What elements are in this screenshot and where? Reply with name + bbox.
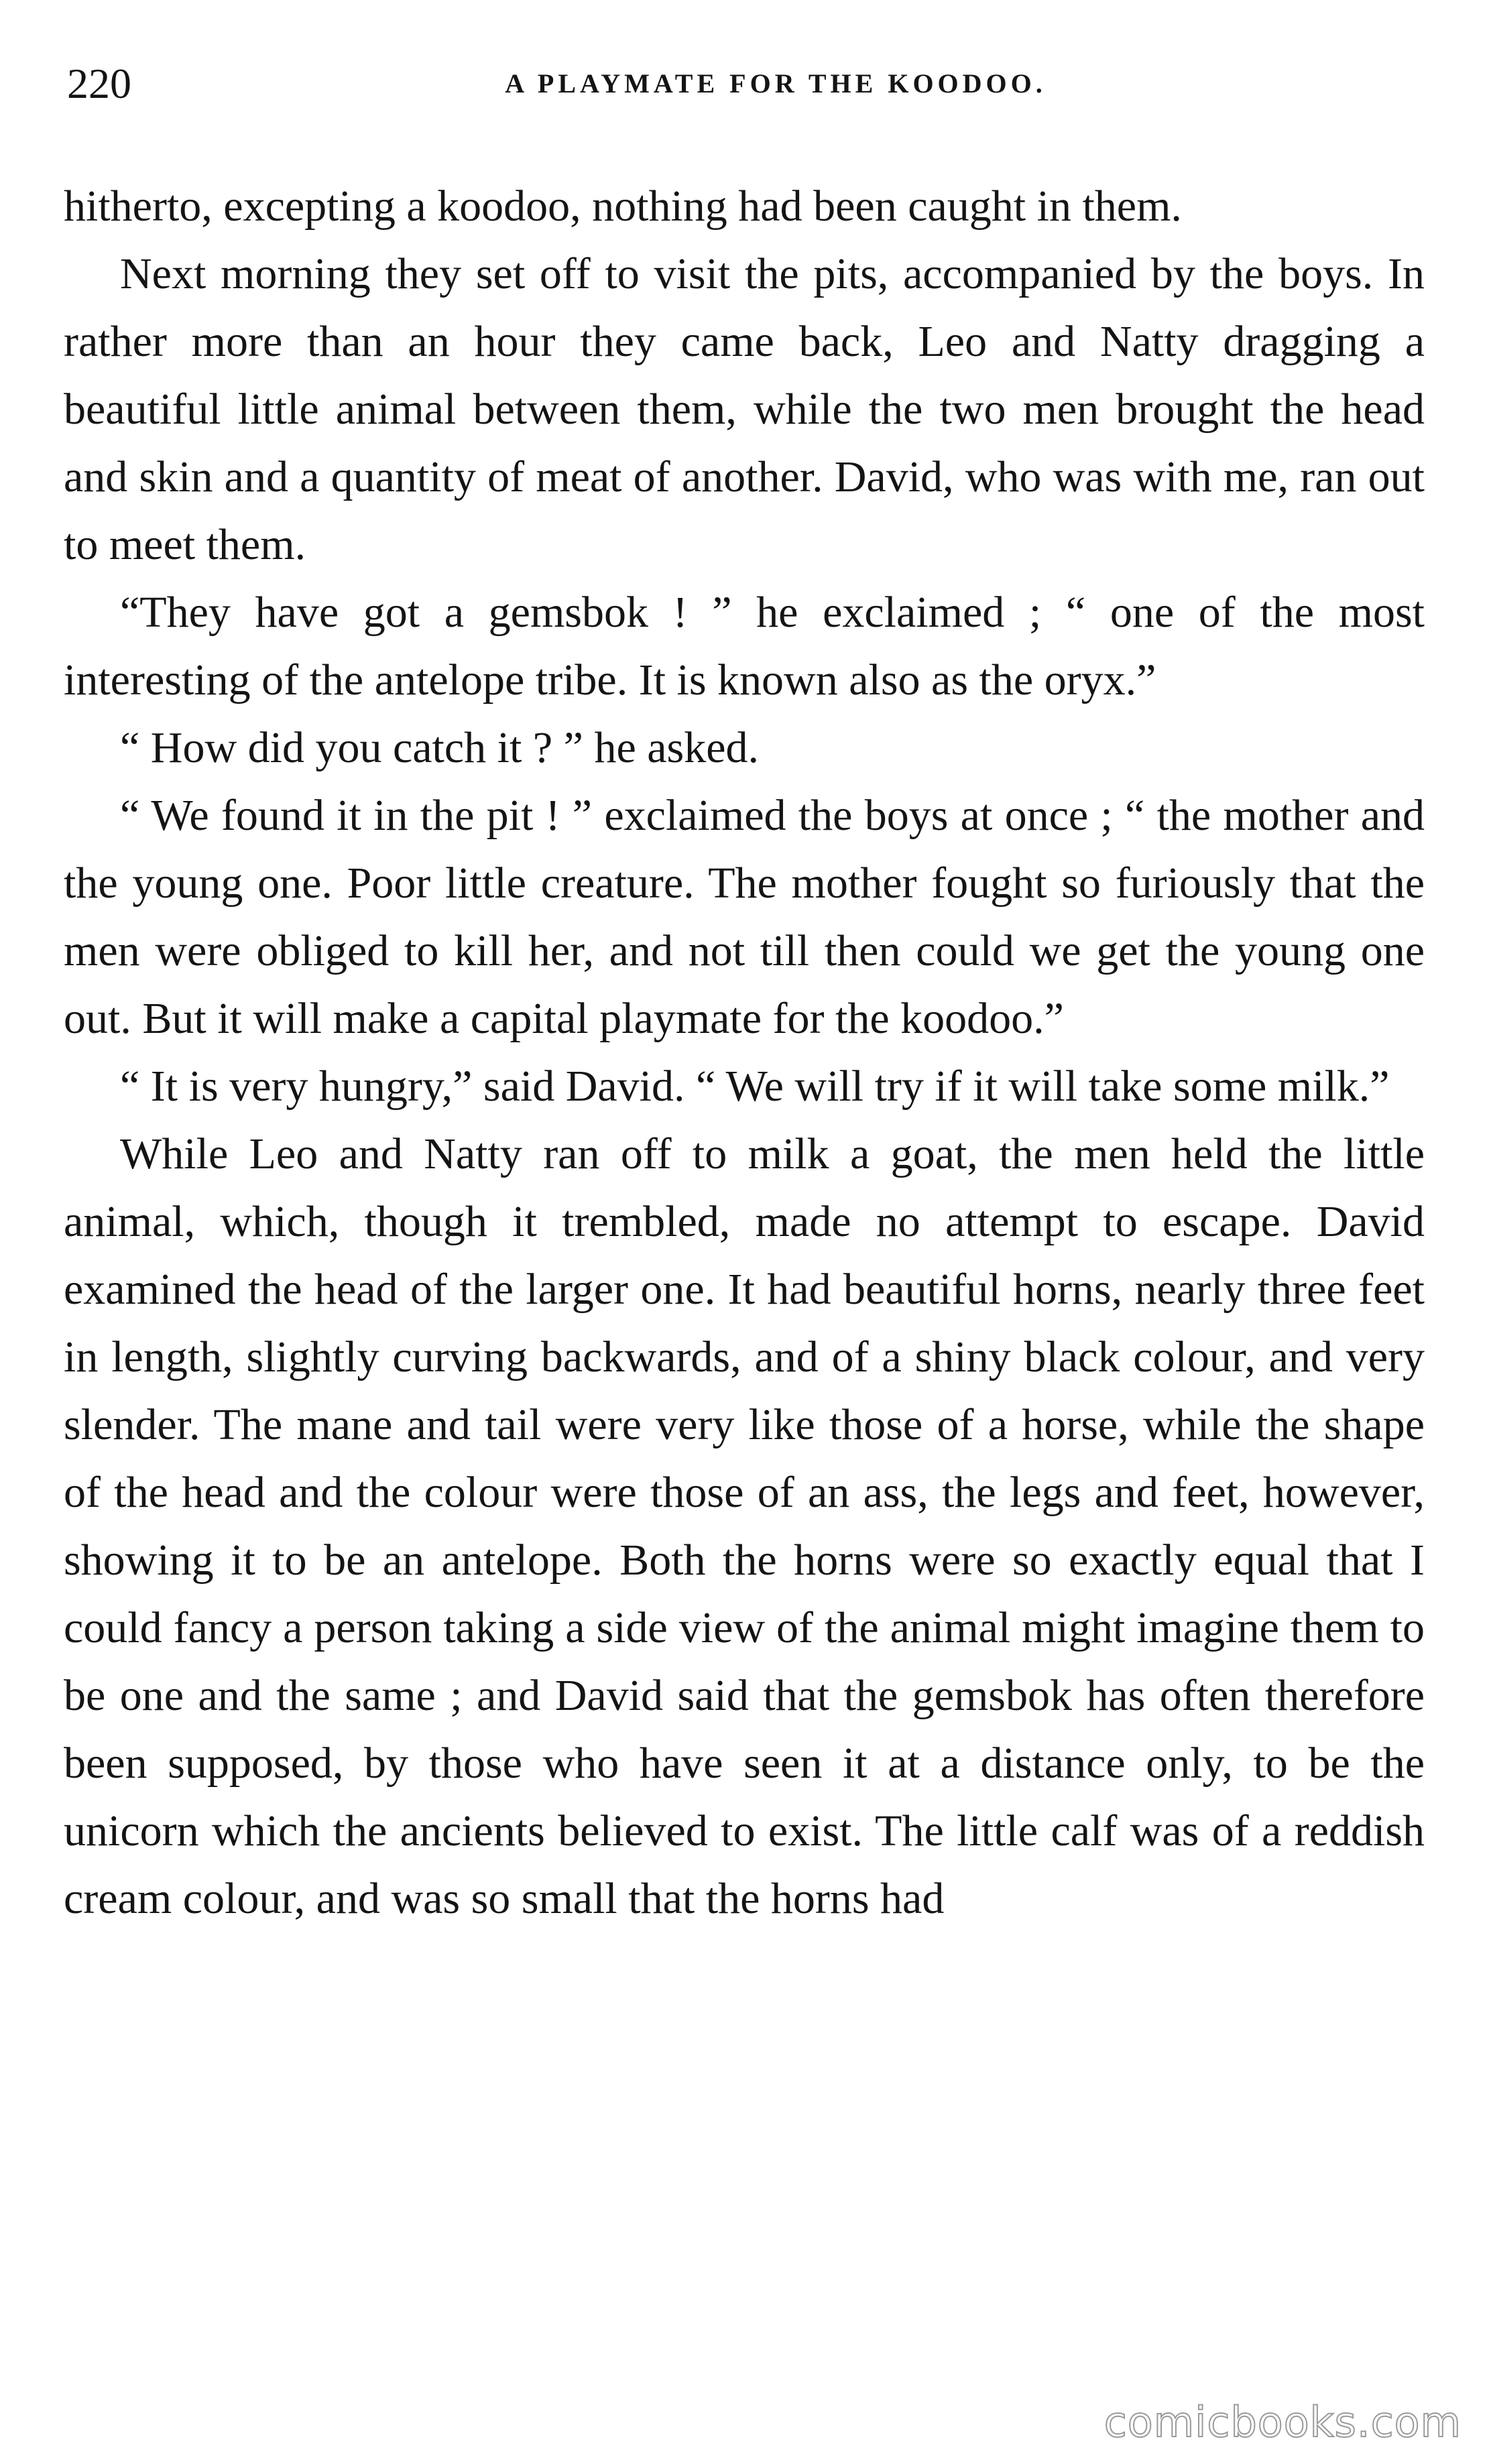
paragraph-5: “ We found it in the pit ! ” exclaimed the boys at once ; “ the mother and the young one. Poor little creature. The mother fought so furiously that the men were obliged to kill her, and not till then could we get the young one out. But it will make a capital playmate for the koodoo.” (64, 791, 1425, 1043)
body-text (64, 172, 1425, 1932)
paragraph-6: “ It is very hungry,” said David. “ We will try if it will take some milk.” (120, 1062, 1390, 1111)
page-number: 220 (67, 60, 131, 107)
paragraph-7: While Leo and Natty ran off to milk a goat, the men held the little animal, which, though it trembled, made no attempt to escape. David examined the head of the larger one. It had beautiful horns, nearly three feet in length, slightly curving backwards, and of a shiny black colour, and very slender. The mane and tail were very like those of a horse, while the shape of the head and the colour were those of an ass, the legs and feet, however, showing it to be an antelope. Both the horns were so exactly equal that I could fancy a person taking a side view of the animal might imagine them to be one and the same ; and David said that the gemsbok has often therefore been supposed, by those who have seen it at a distance only, to be the unicorn which the ancients believed to exist. The little calf was of a reddish cream colour, and was so small that the horns had (64, 1129, 1425, 1923)
page-header (67, 54, 1424, 114)
paragraph-4: “ How did you catch it ? ” he asked. (120, 723, 760, 772)
paragraph-2: Next morning they set off to visit the pits, accompanied by the boys. In rather more than an hour they came back, Leo and Natty dragging a beautiful little animal between them, while the two men brought the head and skin and a quantity of meat of another. David, who was with me, ran out to meet them. (64, 249, 1425, 569)
running-head: A PLAYMATE FOR THE KOODOO. (505, 68, 1047, 99)
paragraph-3: “They have got a gemsbok ! ” he exclaimed ; “ one of the most interesting of the antelope tribe. It is known also as the oryx.” (64, 588, 1425, 704)
paragraph-1: hitherto, excepting a koodoo, nothing had been caught in them. (64, 182, 1182, 231)
watermark: comicbooks.com (1104, 2398, 1462, 2447)
